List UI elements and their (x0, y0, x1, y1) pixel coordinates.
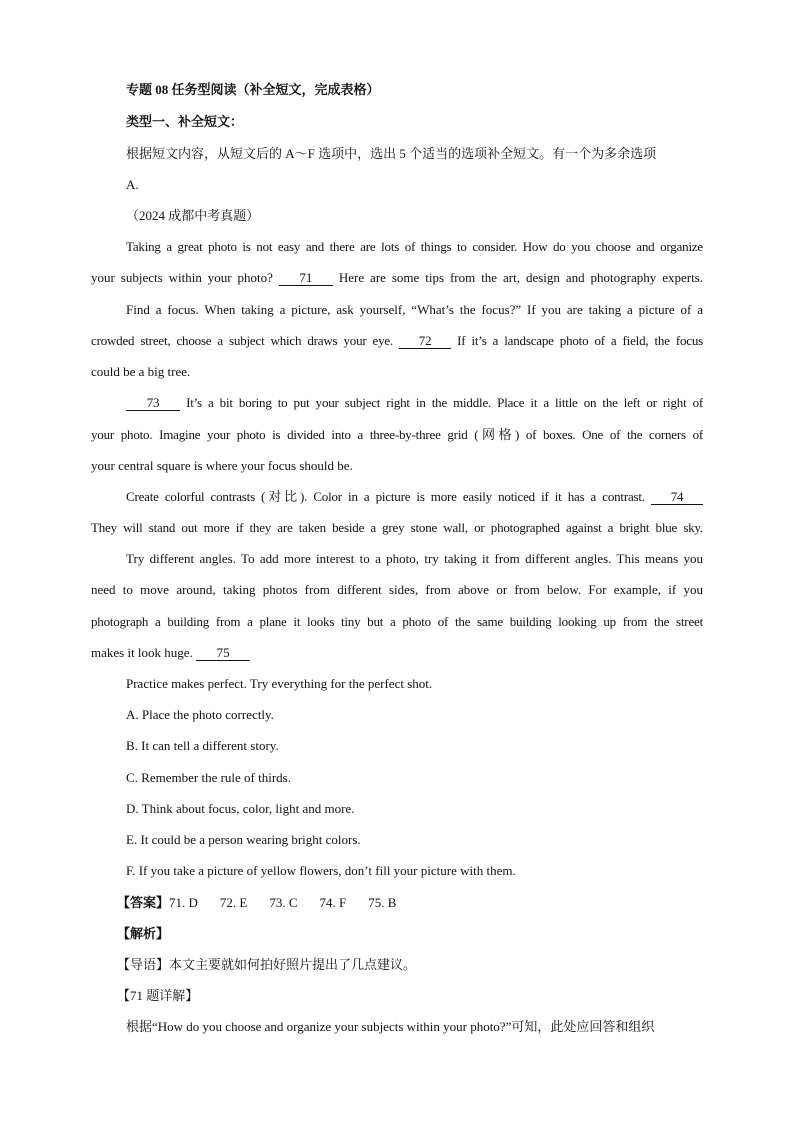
option-e: E. It could be a person wearing bright colors. (126, 832, 361, 847)
passage-line: Try different angles. To add more interest to a photo, try taking it from different angles. This means you (126, 551, 703, 566)
answer-item: 72. E (219, 895, 248, 910)
passage-line (91, 268, 703, 288)
option-c: C. Remember the rule of thirds. (126, 770, 291, 785)
passage-text: makes it look huge. (91, 645, 193, 660)
option-d: D. Think about focus, color, light and more. (126, 801, 355, 816)
passage-line: need to move around, taking photos from different sides, from above or from below. For example, if you (91, 582, 703, 597)
passage-line: could be a big tree. (91, 364, 191, 379)
section-type-label: 类型一、补全短文： (126, 114, 244, 129)
instruction-line-2: A. (126, 177, 139, 192)
passage-text: It’s a bit boring to put your subject right in the middle. Place it a little on the left or right of (186, 395, 703, 410)
answer-item: 75. B (368, 895, 397, 910)
passage-line: They will stand out more if they are taken beside a grey stone wall, or photographed against a bright blue sky. (91, 520, 703, 535)
analysis-label: 【解析】 (117, 926, 170, 941)
answer-item: 71. D (169, 895, 198, 910)
analysis-guide: 【导语】本文主要就如何拍好照片提出了几点建议。 (117, 957, 417, 972)
blank-74: 74 (651, 490, 703, 505)
passage-line: Practice makes perfect. Try everything for the perfect shot. (126, 676, 433, 691)
option-a: A. Place the photo correctly. (126, 707, 274, 722)
answer-line (117, 893, 729, 913)
passage-line (91, 331, 703, 351)
passage-text: Create colorful contrasts (对比). Color in a picture is more easily noticed if it has a contrast. (126, 489, 645, 504)
passage-line (126, 393, 703, 413)
passage-line: your central square is where your focus should be. (91, 458, 353, 473)
passage-text: Here are some tips from the art, design and photography experts. (338, 270, 703, 285)
q71-detail-text: 根据“How do you choose and organize your subjects within your photo?”可知，此处应回答和组织 (126, 1019, 655, 1034)
blank-72: 72 (399, 334, 451, 349)
document-title: 专题 08 任务型阅读（补全短文，完成表格） (126, 82, 380, 97)
blank-75: 75 (196, 646, 250, 661)
passage-line: your photo. Imagine your photo is divided into a three-by-three grid (网格) of boxes. One of the corners of (91, 427, 703, 442)
passage-line: Find a focus. When taking a picture, ask yourself, “What’s the focus?” If you are taking a picture of a (126, 302, 703, 317)
blank-73: 73 (126, 396, 180, 411)
option-b: B. It can tell a different story. (126, 738, 279, 753)
q71-detail-label: 【71 题详解】 (117, 988, 199, 1003)
passage-text: crowded street, choose a subject which draws your eye. (91, 333, 394, 348)
blank-71: 71 (279, 271, 333, 286)
answer-item: 73. C (269, 895, 298, 910)
source-label: （2024 成都中考真题） (126, 208, 260, 223)
answer-item: 74. F (319, 895, 347, 910)
instruction-line-1: 根据短文内容，从短文后的 A～F 选项中，选出 5 个适当的选项补全短文。有一个为多余选项 (126, 146, 657, 161)
passage-text: your subjects within your photo? (91, 270, 273, 285)
passage-text: If it’s a landscape photo of a field, the focus (457, 333, 703, 348)
passage-line: photograph a building from a plane it looks tiny but a photo of the same building looking up from the street (91, 614, 703, 629)
option-f: F. If you take a picture of yellow flowers, don’t fill your picture with them. (126, 863, 516, 878)
passage-line (91, 643, 703, 663)
passage-line (126, 487, 703, 507)
answer-label: 【答案】 (117, 895, 170, 910)
passage-line: Taking a great photo is not easy and there are lots of things to consider. How do you choose and organize (126, 239, 703, 254)
